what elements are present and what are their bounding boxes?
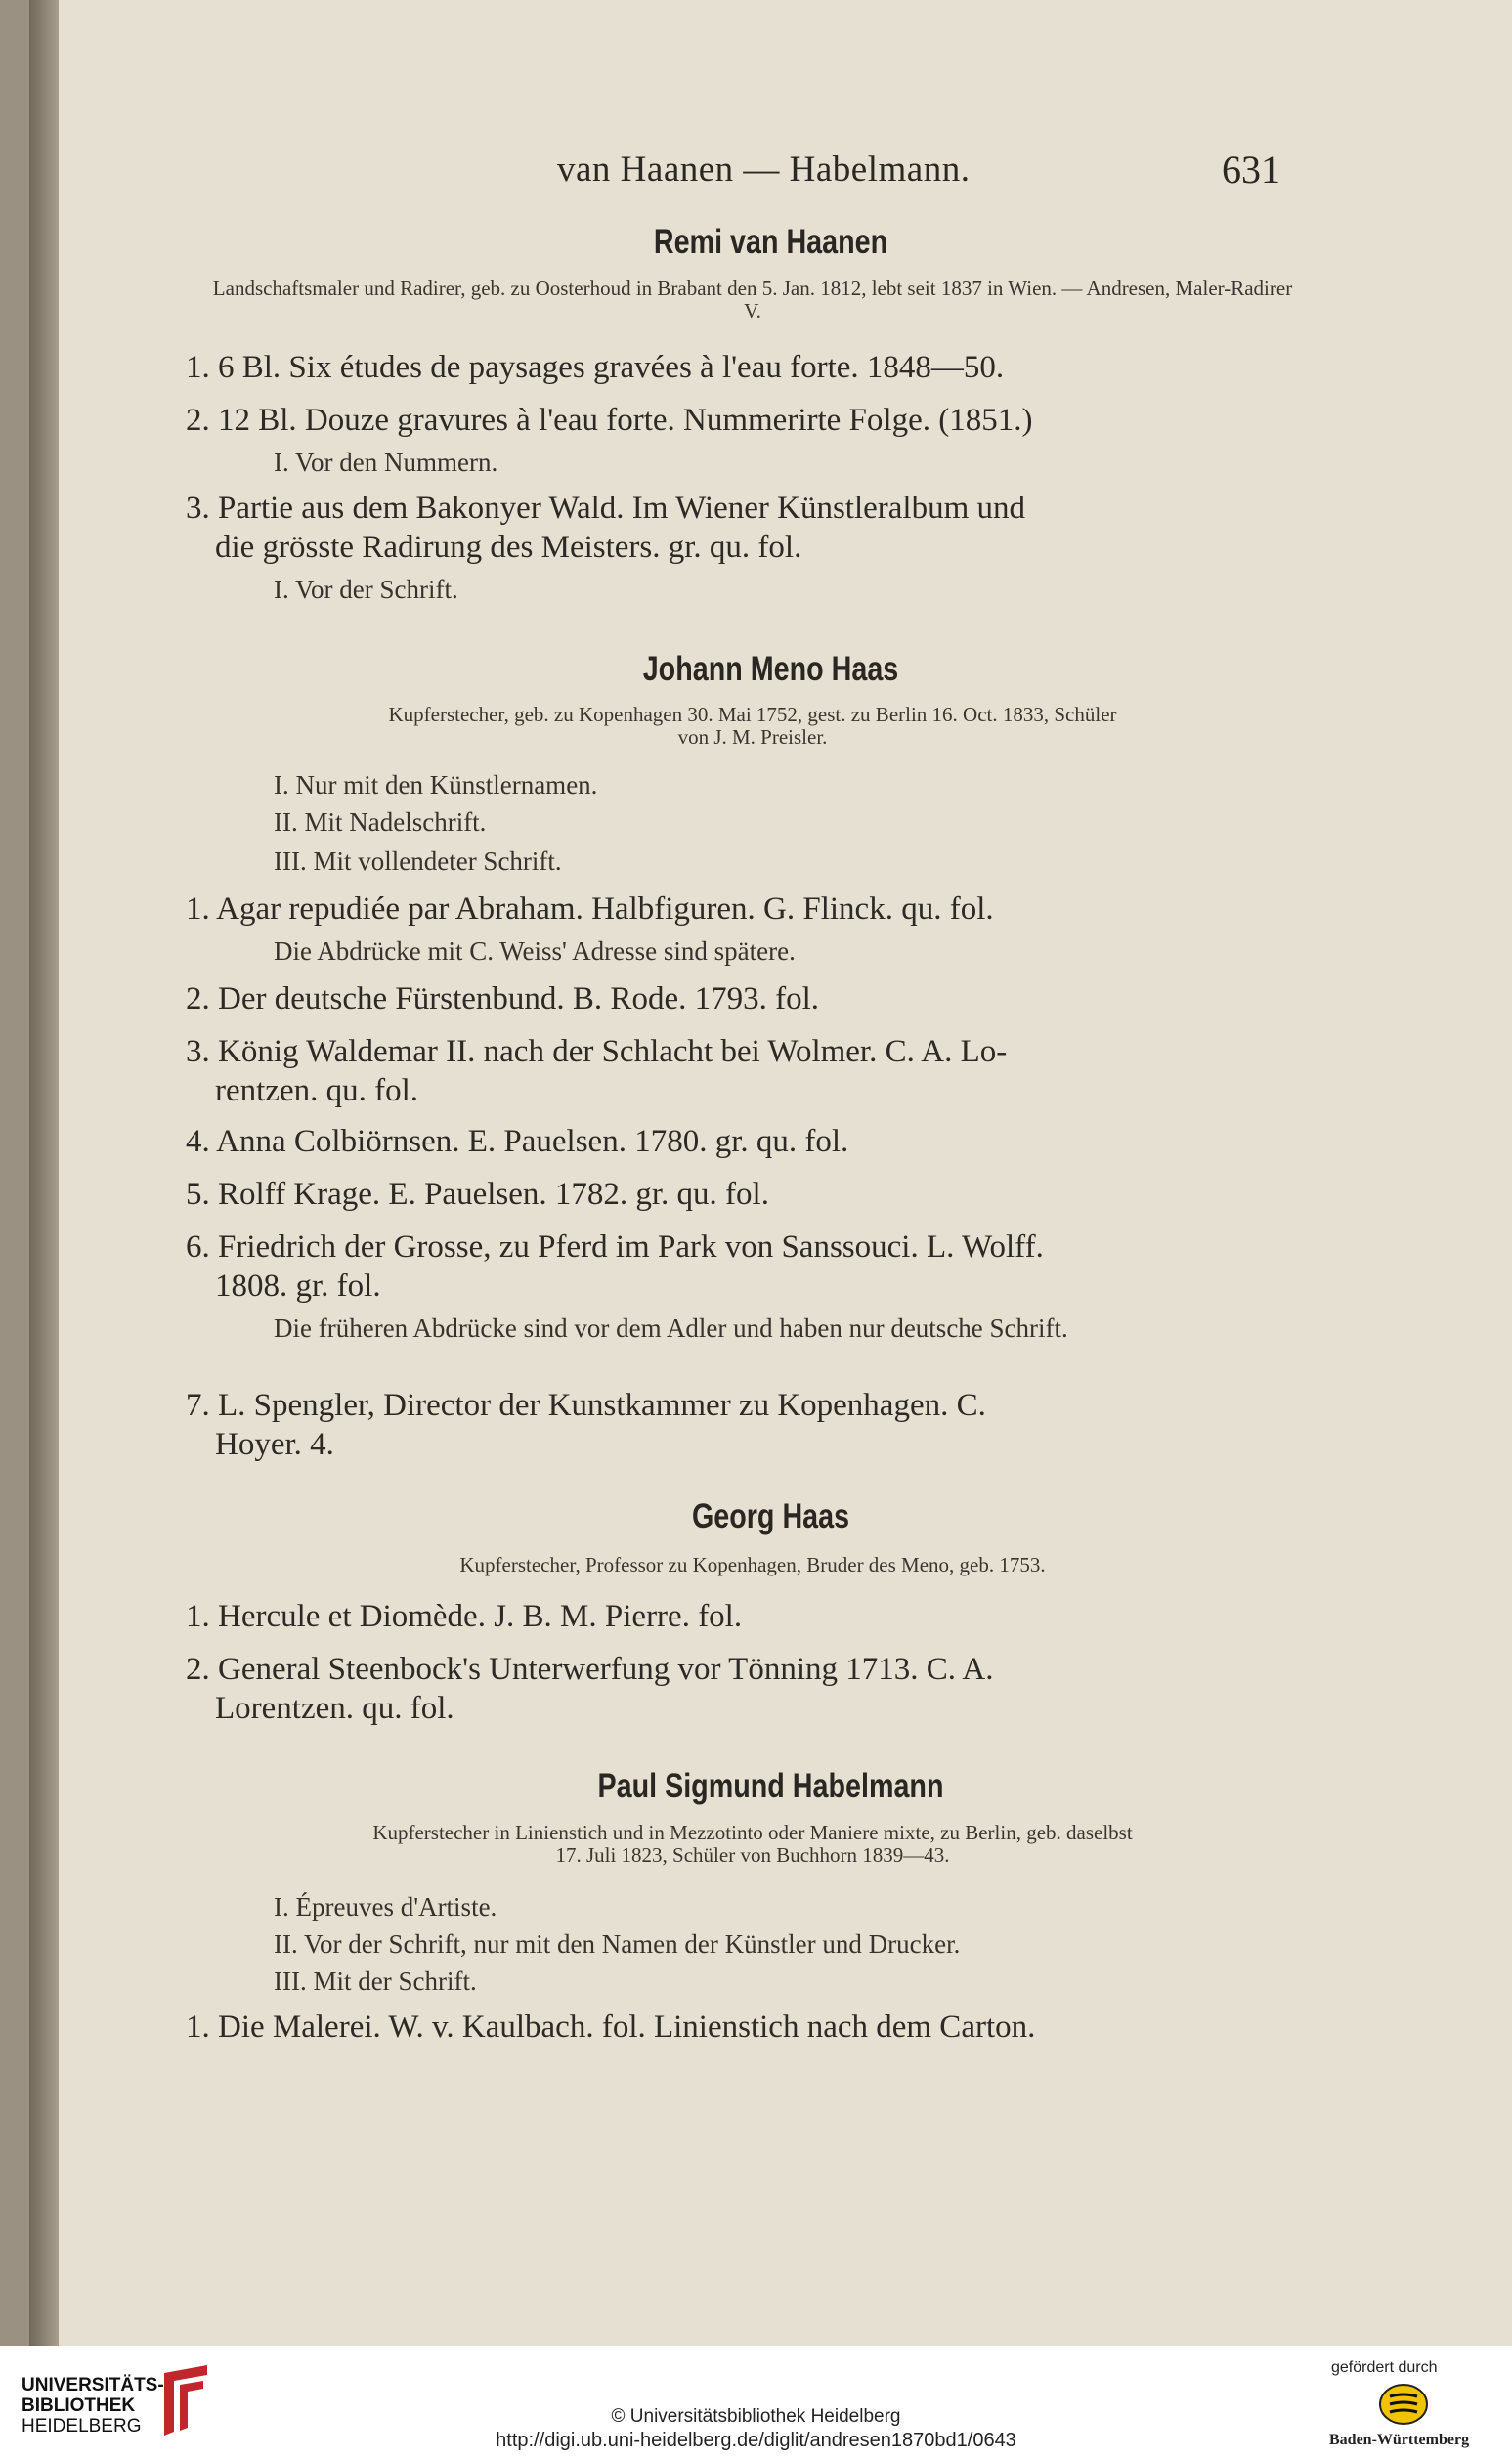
entry-line: die grösste Radirung des Meisters. gr. qu. fol. — [215, 530, 802, 565]
section-heading: Georg Haas — [691, 1497, 850, 1535]
section-heading: Remi van Haanen — [653, 223, 888, 261]
entry-line: 2. General Steenbock's Unterwerfung vor Tönning 1713. C. A. — [186, 1652, 994, 1687]
state-line: II. Mit Nadelschrift. — [274, 807, 487, 837]
entry-line: 1. Die Malerei. W. v. Kaulbach. fol. Linienstich nach dem Carton. — [186, 2009, 1036, 2045]
state-line: I. Nur mit den Künstlernamen. — [274, 770, 598, 799]
library-name: UNIVERSITÄTS- BIBLIOTHEK HEIDELBERG — [22, 2375, 164, 2437]
entry-line: 2. Der deutsche Fürstenbund. B. Rode. 1793. fol. — [186, 981, 819, 1016]
entry-line: 2. 12 Bl. Douze gravures à l'eau forte. Nummerirte Folge. (1851.) — [186, 403, 1033, 438]
section-description: Kupferstecher in Linienstich und in Mezzotinto oder Maniere mixte, zu Berlin, geb. daselbst — [372, 1821, 1133, 1844]
section-description: Kupferstecher, geb. zu Kopenhagen 30. Mai 1752, gest. zu Berlin 16. Oct. 1833, Schüler — [388, 703, 1117, 726]
entry-line: 5. Rolff Krage. E. Pauelsen. 1782. gr. qu. fol. — [186, 1177, 769, 1212]
section-heading: Johann Meno Haas — [642, 650, 899, 688]
scanned-page — [29, 0, 1512, 2346]
entry-line: Hoyer. 4. — [215, 1427, 334, 1462]
entry-line: 4. Anna Colbiörnsen. E. Pauelsen. 1780. gr. qu. fol. — [186, 1124, 849, 1159]
section-heading: Paul Sigmund Habelmann — [597, 1767, 944, 1805]
funded-by-label: gefördert durch — [1331, 2359, 1438, 2376]
entry-line: 3. König Waldemar II. nach der Schlacht bei Wolmer. C. A. Lo- — [186, 1034, 1008, 1069]
running-header: van Haanen — Habelmann. — [557, 150, 971, 190]
entry-line: 1. Agar repudiée par Abraham. Halbfiguren. G. Flinck. qu. fol. — [186, 891, 994, 927]
entry-line: 7. L. Spengler, Director der Kunstkammer zu Kopenhagen. C. — [186, 1388, 986, 1423]
entry-line: 1808. gr. fol. — [215, 1269, 381, 1304]
entry-line: rentzen. qu. fol. — [215, 1073, 419, 1108]
book-gutter — [29, 0, 59, 2346]
section-description: von J. M. Preisler. — [677, 725, 828, 749]
note-line: Die Abdrücke mit C. Weiss' Adresse sind spätere. — [274, 936, 796, 966]
source-url-link[interactable]: http://digi.ub.uni-heidelberg.de/diglit/andresen1870bd1/0643 — [496, 2430, 1016, 2451]
state-line: I. Épreuves d'Artiste. — [274, 1892, 497, 1921]
entry-line: 3. Partie aus dem Bakonyer Wald. Im Wiener Künstleralbum und — [186, 491, 1026, 526]
entry-line: Lorentzen. qu. fol. — [215, 1691, 454, 1726]
section-description: Landschaftsmaler und Radirer, geb. zu Oosterhoud in Brabant den 5. Jan. 1812, lebt seit 1837 in Wien. — Andresen, Maler-Radirer V. — [212, 277, 1293, 323]
entry-line: 1. Hercule et Diomède. J. B. M. Pierre. fol. — [186, 1599, 743, 1634]
state-coat-of-arms-icon — [1378, 2383, 1429, 2426]
funder-name: Baden-Württemberg — [1329, 2432, 1470, 2448]
state-line: III. Mit der Schrift. — [274, 1966, 477, 1996]
entry-line: 1. 6 Bl. Six études de paysages gravées à l'eau forte. 1848—50. — [186, 350, 1005, 385]
state-line: III. Mit vollendeter Schrift. — [274, 846, 562, 876]
section-description: Kupferstecher, Professor zu Kopenhagen, Bruder des Meno, geb. 1753. — [459, 1553, 1046, 1576]
state-line: II. Vor der Schrift, nur mit den Namen der Künstler und Drucker. — [274, 1929, 961, 1959]
section-description: 17. Juli 1823, Schüler von Buchhorn 1839—43. — [555, 1843, 950, 1867]
page-number: 631 — [1222, 148, 1280, 192]
entry-line: 6. Friedrich der Grosse, zu Pferd im Park von Sanssouci. L. Wolff. — [186, 1230, 1044, 1265]
note-line: Die früheren Abdrücke sind vor dem Adler und haben nur deutsche Schrift. — [274, 1314, 1068, 1343]
footer-bar — [0, 2346, 1512, 2459]
state-line: I. Vor den Nummern. — [274, 448, 498, 477]
state-line: I. Vor der Schrift. — [274, 575, 458, 604]
copyright-text: © Universitätsbibliothek Heidelberg — [611, 2406, 901, 2427]
